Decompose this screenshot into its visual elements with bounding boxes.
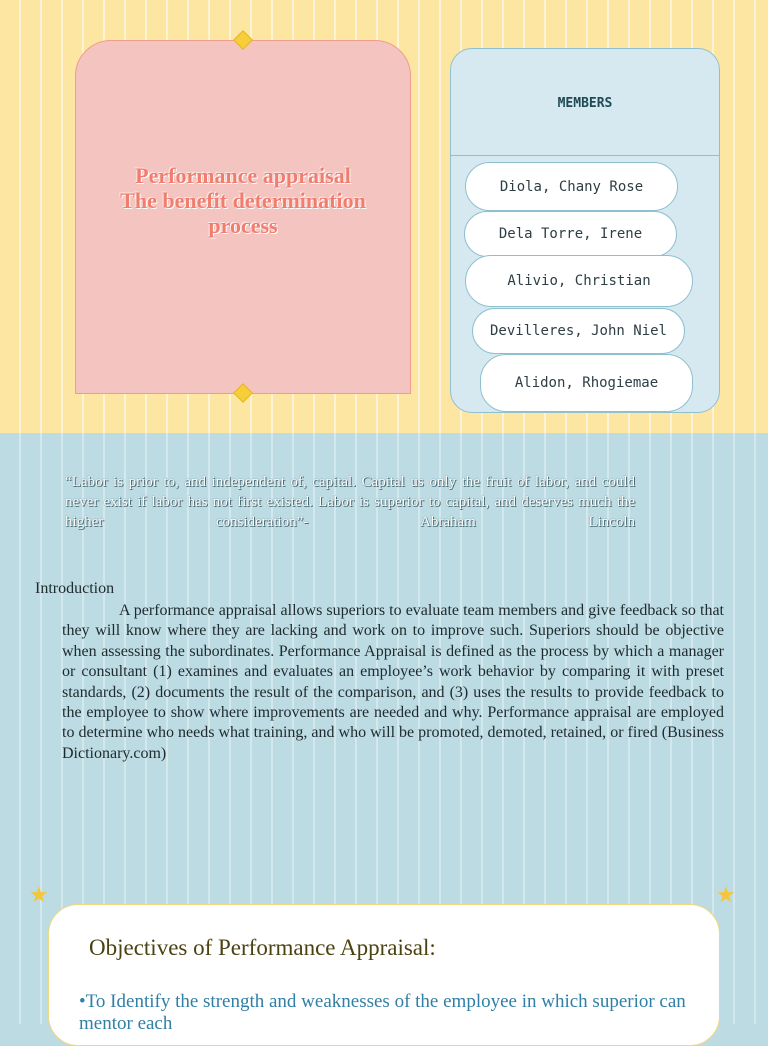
title-line-3: process (208, 213, 278, 238)
title-line-2: The benefit determination (120, 188, 366, 213)
member-item: Alidon, Rhogiemae (480, 354, 693, 412)
member-item: Dela Torre, Irene (464, 211, 677, 257)
members-card (450, 48, 720, 413)
objectives-card (48, 904, 720, 1046)
members-heading: MEMBERS (557, 96, 613, 111)
title-line-1: Performance appraisal (135, 163, 351, 188)
members-header (451, 49, 719, 156)
member-item: Devilleres, John Niel (472, 308, 685, 354)
objectives-heading: Objectives of Performance Appraisal: (89, 935, 436, 960)
star-icon: ★ (29, 883, 49, 908)
quote-text: “Labor is prior to, and independent of, capital. Capital us only the fruit of labor, and could never exist if labor has not first existed. Labor is superior to capital, and deserves much the higher consideration”- Abraham Lincoln (65, 474, 635, 530)
member-item: Diola, Chany Rose (465, 162, 678, 211)
introduction-body: A performance appraisal allows superiors to evaluate team members and give feedback so that they will know where they are lacking and work on to improve such. Superiors should be objective when assessing the subordinates. Performance Appraisal is defined as the process by which a manager or consultant (1) examines and evaluates an employee’s work behavior by comparing it with preset standards, (2) documents the result of the comparison, and (3) uses the results to provide feedback to the employee to show where improvements are needed and why. Performance appraisal are employed to determine who needs what training, and who will be promoted, demoted, retained, or fired (Business Dictionary.com) (62, 602, 724, 762)
introduction-heading: Introduction (35, 580, 115, 597)
member-item: Alivio, Christian (465, 255, 693, 307)
title-card (75, 40, 411, 394)
objective-item: •To Identify the strength and weaknesses of the employee in which superior can mentor each (79, 991, 686, 1034)
page-title (76, 163, 410, 238)
star-icon: ★ (716, 883, 736, 908)
